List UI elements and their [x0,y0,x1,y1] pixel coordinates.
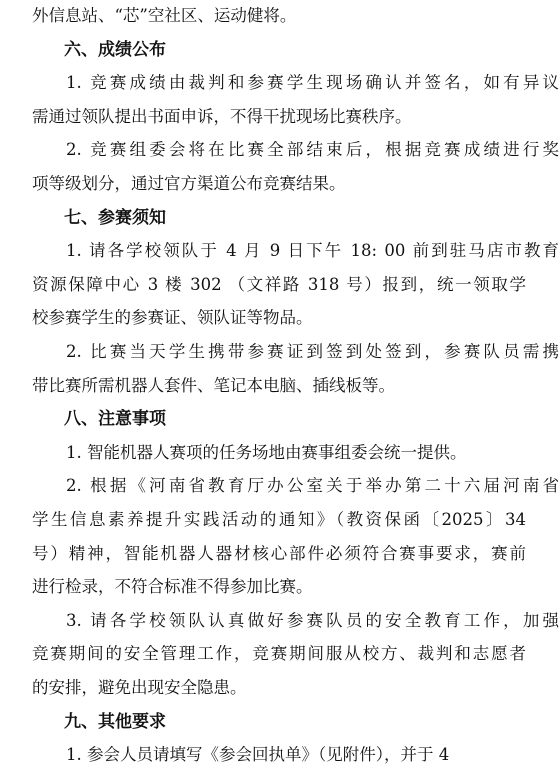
text-line: 外信息站、“芯”空社区、运动健将。 [32,6,297,25]
text-line: 1. 竞赛成绩由裁判和参赛学生现场确认并签名，如有异议 [66,73,559,93]
text-line: 1. 参会人员请填写《参会回执单》（见附件），并于 4 [66,745,450,765]
text-line: 1. 智能机器人赛项的任务场地由赛事组委会统一提供。 [66,442,467,462]
text-line: 学生信息素养提升实践活动的通知》（教资保函〔2025〕34 [32,510,526,529]
text-line: 带比赛所需机器人套件、笔记本电脑、插线板等。 [32,375,395,395]
text-line: 号）精神，智能机器人器材核心部件必须符合赛事要求，赛前 [32,543,526,563]
text-line: 的安排，避免出现安全隐患。 [32,678,247,697]
section-heading-other: 九、其他要求 [64,711,166,732]
text-line: 资源保障中心 3 楼 302 （文祥路 318 号）报到，统一领取学 [32,274,526,294]
text-line: 竞赛期间的安全管理工作，竞赛期间服从校方、裁判和志愿者 [32,644,526,664]
text-line: 需通过领队提出书面申诉，不得干扰现场比赛秩序。 [32,106,412,126]
text-line: 项等级划分，通过官方渠道公布竞赛结果。 [32,174,346,193]
section-heading-results: 六、成绩公布 [64,39,166,60]
text-line: 校参赛学生的参赛证、领队证等物品。 [32,308,313,328]
text-line: 3. 请各学校领队认真做好参赛队员的安全教育工作，加强 [66,610,559,630]
text-line: 1. 请各学校领队于 4 月 9 日下午 18: 00 前到驻马店市教育 [66,241,559,261]
section-heading-precautions: 八、注意事项 [64,409,166,430]
text-line: 2. 根据《河南省教育厅办公室关于举办第二十六届河南省 [66,476,559,496]
text-line: 2. 竞赛组委会将在比赛全部结束后，根据竞赛成绩进行奖 [66,140,559,160]
text-line: 进行检录，不符合标准不得参加比赛。 [32,577,313,597]
section-heading-notice: 七、参赛须知 [64,207,166,228]
text-line: 2. 比赛当天学生携带参赛证到签到处签到，参赛队员需携 [66,342,559,361]
